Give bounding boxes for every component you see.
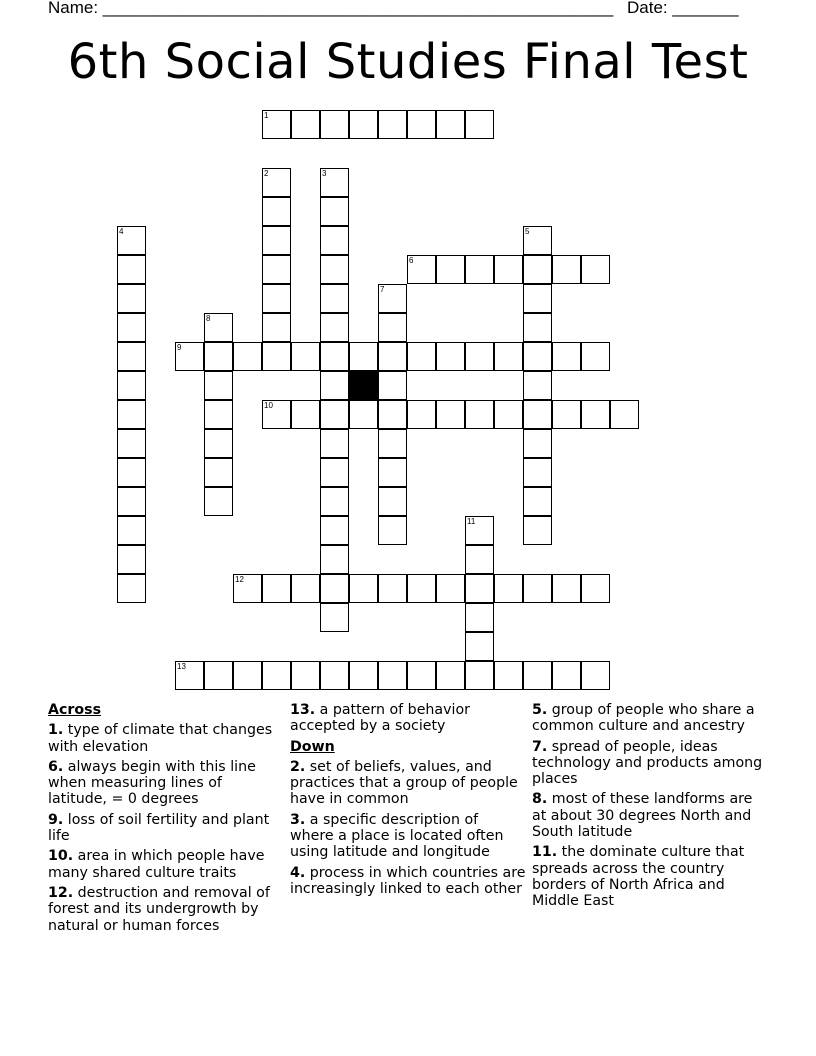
grid-cell[interactable] bbox=[465, 632, 494, 661]
grid-cell[interactable] bbox=[349, 342, 378, 371]
grid-cell[interactable] bbox=[349, 574, 378, 603]
clue-across-6: 6. always begin with this line when measuring lines of latitude, = 0 degrees bbox=[48, 758, 256, 808]
grid-cell[interactable] bbox=[320, 574, 349, 603]
grid-cell[interactable] bbox=[378, 429, 407, 458]
grid-cell[interactable] bbox=[320, 371, 349, 400]
grid-cell[interactable] bbox=[320, 255, 349, 284]
clue-across-13: 13. a pattern of behavior accepted by a society bbox=[290, 702, 470, 735]
grid-cell[interactable] bbox=[552, 661, 581, 690]
grid-cell[interactable] bbox=[436, 400, 465, 429]
grid-cell[interactable] bbox=[610, 400, 639, 429]
grid-cell[interactable] bbox=[552, 342, 581, 371]
grid-cell[interactable] bbox=[291, 110, 320, 139]
grid-cell[interactable] bbox=[117, 574, 146, 603]
page-title: 6th Social Studies Final Test bbox=[67, 34, 749, 90]
grid-cell[interactable] bbox=[523, 371, 552, 400]
grid-cell[interactable] bbox=[117, 313, 146, 342]
grid-cell[interactable] bbox=[465, 574, 494, 603]
grid-cell[interactable] bbox=[407, 110, 436, 139]
grid-cell[interactable] bbox=[117, 255, 146, 284]
clue-column-1 bbox=[48, 702, 284, 938]
grid-cell[interactable] bbox=[523, 429, 552, 458]
grid-cell[interactable] bbox=[262, 574, 291, 603]
grid-cell[interactable] bbox=[378, 313, 407, 342]
clue-column-2 bbox=[290, 702, 526, 901]
grid-cell[interactable] bbox=[552, 400, 581, 429]
grid-cell[interactable] bbox=[117, 284, 146, 313]
grid-cell[interactable] bbox=[523, 400, 552, 429]
grid-cell[interactable] bbox=[378, 458, 407, 487]
grid-cell[interactable] bbox=[204, 458, 233, 487]
grid-cell[interactable] bbox=[117, 342, 146, 371]
grid-cell[interactable] bbox=[233, 574, 262, 603]
grid-cell[interactable] bbox=[436, 110, 465, 139]
grid-cell[interactable] bbox=[320, 197, 349, 226]
grid-cell[interactable] bbox=[378, 516, 407, 545]
clue-across-12: 12. destruction and removal of forest and its undergrowth by natural or human forces bbox=[48, 884, 270, 934]
grid-cell[interactable] bbox=[436, 255, 465, 284]
grid-cell[interactable] bbox=[291, 574, 320, 603]
clue-number: 2 bbox=[264, 169, 269, 178]
grid-cell[interactable] bbox=[175, 342, 204, 371]
grid-cell[interactable] bbox=[581, 574, 610, 603]
grid-cell[interactable] bbox=[407, 400, 436, 429]
grid-cell[interactable] bbox=[581, 400, 610, 429]
grid-cell[interactable] bbox=[320, 342, 349, 371]
grid-block bbox=[349, 371, 378, 400]
clue-number: 5 bbox=[525, 227, 530, 236]
grid-cell[interactable] bbox=[581, 342, 610, 371]
grid-cell[interactable] bbox=[117, 429, 146, 458]
grid-cell[interactable] bbox=[320, 661, 349, 690]
grid-cell[interactable] bbox=[117, 226, 146, 255]
grid-cell[interactable] bbox=[494, 400, 523, 429]
grid-cell[interactable] bbox=[233, 661, 262, 690]
grid-cell[interactable] bbox=[581, 255, 610, 284]
grid-cell[interactable] bbox=[581, 661, 610, 690]
clue-number: 12 bbox=[235, 575, 244, 584]
grid-cell[interactable] bbox=[378, 110, 407, 139]
grid-cell[interactable] bbox=[117, 487, 146, 516]
clue-down-8: 8. most of these landforms are at about 30 degrees North and South latitude bbox=[532, 791, 753, 841]
down-heading: Down bbox=[290, 738, 335, 755]
grid-cell[interactable] bbox=[320, 429, 349, 458]
grid-cell[interactable] bbox=[465, 400, 494, 429]
clue-across-10: 10. area in which people have many shared culture traits bbox=[48, 848, 265, 881]
grid-cell[interactable] bbox=[436, 661, 465, 690]
grid-cell[interactable] bbox=[262, 661, 291, 690]
across-heading: Across bbox=[48, 702, 102, 718]
grid-cell[interactable] bbox=[320, 487, 349, 516]
grid-cell[interactable] bbox=[436, 342, 465, 371]
grid-cell[interactable] bbox=[320, 226, 349, 255]
grid-cell[interactable] bbox=[262, 197, 291, 226]
grid-cell[interactable] bbox=[552, 255, 581, 284]
clue-across-1: 1. type of climate that changes with elevation bbox=[48, 722, 273, 755]
clue-down-2: 2. set of beliefs, values, and practices that a group of people have in common bbox=[290, 758, 518, 808]
grid-cell[interactable] bbox=[465, 110, 494, 139]
grid-cell[interactable] bbox=[494, 661, 523, 690]
grid-cell[interactable] bbox=[494, 574, 523, 603]
grid-cell[interactable] bbox=[204, 342, 233, 371]
grid-cell[interactable] bbox=[407, 255, 436, 284]
clue-down-5: 5. group of people who share a common culture and ancestry bbox=[532, 702, 755, 735]
grid-cell[interactable] bbox=[378, 342, 407, 371]
grid-cell[interactable] bbox=[349, 661, 378, 690]
clue-number: 13 bbox=[177, 662, 186, 671]
grid-cell[interactable] bbox=[523, 458, 552, 487]
grid-cell[interactable] bbox=[320, 168, 349, 197]
grid-cell[interactable] bbox=[523, 574, 552, 603]
grid-cell[interactable] bbox=[349, 400, 378, 429]
grid-cell[interactable] bbox=[204, 429, 233, 458]
grid-cell[interactable] bbox=[523, 226, 552, 255]
grid-cell[interactable] bbox=[349, 110, 378, 139]
grid-cell[interactable] bbox=[262, 284, 291, 313]
grid-cell[interactable] bbox=[465, 255, 494, 284]
grid-cell[interactable] bbox=[523, 255, 552, 284]
clue-across-9: 9. loss of soil fertility and plant life bbox=[48, 811, 270, 845]
grid-cell[interactable] bbox=[262, 400, 291, 429]
grid-cell[interactable] bbox=[262, 342, 291, 371]
grid-cell[interactable] bbox=[320, 284, 349, 313]
grid-cell[interactable] bbox=[407, 661, 436, 690]
clue-number: 6 bbox=[409, 256, 414, 265]
grid-cell[interactable] bbox=[262, 168, 291, 197]
grid-cell[interactable] bbox=[523, 313, 552, 342]
grid-cell[interactable] bbox=[204, 400, 233, 429]
grid-cell[interactable] bbox=[552, 574, 581, 603]
grid-cell[interactable] bbox=[320, 603, 349, 632]
grid-cell[interactable] bbox=[262, 255, 291, 284]
grid-cell[interactable] bbox=[117, 516, 146, 545]
grid-cell[interactable] bbox=[117, 545, 146, 574]
grid-cell[interactable] bbox=[204, 487, 233, 516]
grid-cell[interactable] bbox=[117, 371, 146, 400]
grid-cell[interactable] bbox=[494, 255, 523, 284]
clue-down-11: 11. the dominate culture that spreads across the country borders of North Africa and Middle East bbox=[532, 844, 745, 910]
grid-cell[interactable] bbox=[378, 284, 407, 313]
grid-cell[interactable] bbox=[407, 342, 436, 371]
grid-cell[interactable] bbox=[407, 574, 436, 603]
date-line: Date: _______ bbox=[627, 0, 739, 17]
grid-cell[interactable] bbox=[291, 661, 320, 690]
grid-cell[interactable] bbox=[436, 574, 465, 603]
grid-cell[interactable] bbox=[204, 313, 233, 342]
grid-cell[interactable] bbox=[320, 545, 349, 574]
clue-number: 8 bbox=[206, 314, 211, 323]
grid-cell[interactable] bbox=[523, 342, 552, 371]
grid-cell[interactable] bbox=[291, 342, 320, 371]
grid-cell[interactable] bbox=[204, 661, 233, 690]
grid-cell[interactable] bbox=[320, 516, 349, 545]
clue-number: 7 bbox=[380, 285, 385, 294]
grid-cell[interactable] bbox=[320, 313, 349, 342]
grid-cell[interactable] bbox=[262, 313, 291, 342]
grid-cell[interactable] bbox=[378, 487, 407, 516]
clue-down-7: 7. spread of people, ideas technology and products among places bbox=[532, 738, 763, 788]
grid-cell[interactable] bbox=[378, 400, 407, 429]
grid-cell[interactable] bbox=[378, 661, 407, 690]
grid-cell[interactable] bbox=[523, 516, 552, 545]
grid-cell[interactable] bbox=[523, 661, 552, 690]
grid-cell[interactable] bbox=[291, 400, 320, 429]
grid-cell[interactable] bbox=[523, 487, 552, 516]
grid-cell[interactable] bbox=[523, 284, 552, 313]
grid-cell[interactable] bbox=[117, 400, 146, 429]
clue-column-3 bbox=[532, 702, 768, 914]
clue-down-4: 4. process in which countries are increasingly linked to each other bbox=[290, 864, 526, 897]
grid-cell[interactable] bbox=[175, 661, 204, 690]
grid-cell[interactable] bbox=[465, 545, 494, 574]
clue-number: 4 bbox=[119, 227, 124, 236]
grid-cell[interactable] bbox=[465, 661, 494, 690]
name-line: Name: ______________________________________________________ bbox=[48, 0, 614, 17]
grid-cell[interactable] bbox=[465, 603, 494, 632]
grid-cell[interactable] bbox=[320, 400, 349, 429]
clue-number: 1 bbox=[264, 111, 269, 120]
grid-cell[interactable] bbox=[494, 342, 523, 371]
grid-cell[interactable] bbox=[465, 516, 494, 545]
grid-cell[interactable] bbox=[233, 342, 262, 371]
clue-number: 10 bbox=[264, 401, 273, 410]
grid-cell[interactable] bbox=[320, 110, 349, 139]
clue-number: 9 bbox=[177, 343, 182, 352]
grid-cell[interactable] bbox=[117, 458, 146, 487]
clue-number: 11 bbox=[467, 517, 476, 526]
grid-cell[interactable] bbox=[378, 574, 407, 603]
grid-cell[interactable] bbox=[378, 371, 407, 400]
grid-cell[interactable] bbox=[262, 110, 291, 139]
clue-down-3: 3. a specific description of where a place is located often using latitude and longitude bbox=[290, 811, 504, 861]
grid-cell[interactable] bbox=[320, 458, 349, 487]
grid-cell[interactable] bbox=[262, 226, 291, 255]
grid-cell[interactable] bbox=[465, 342, 494, 371]
clue-number: 3 bbox=[322, 169, 327, 178]
grid-cell[interactable] bbox=[204, 371, 233, 400]
